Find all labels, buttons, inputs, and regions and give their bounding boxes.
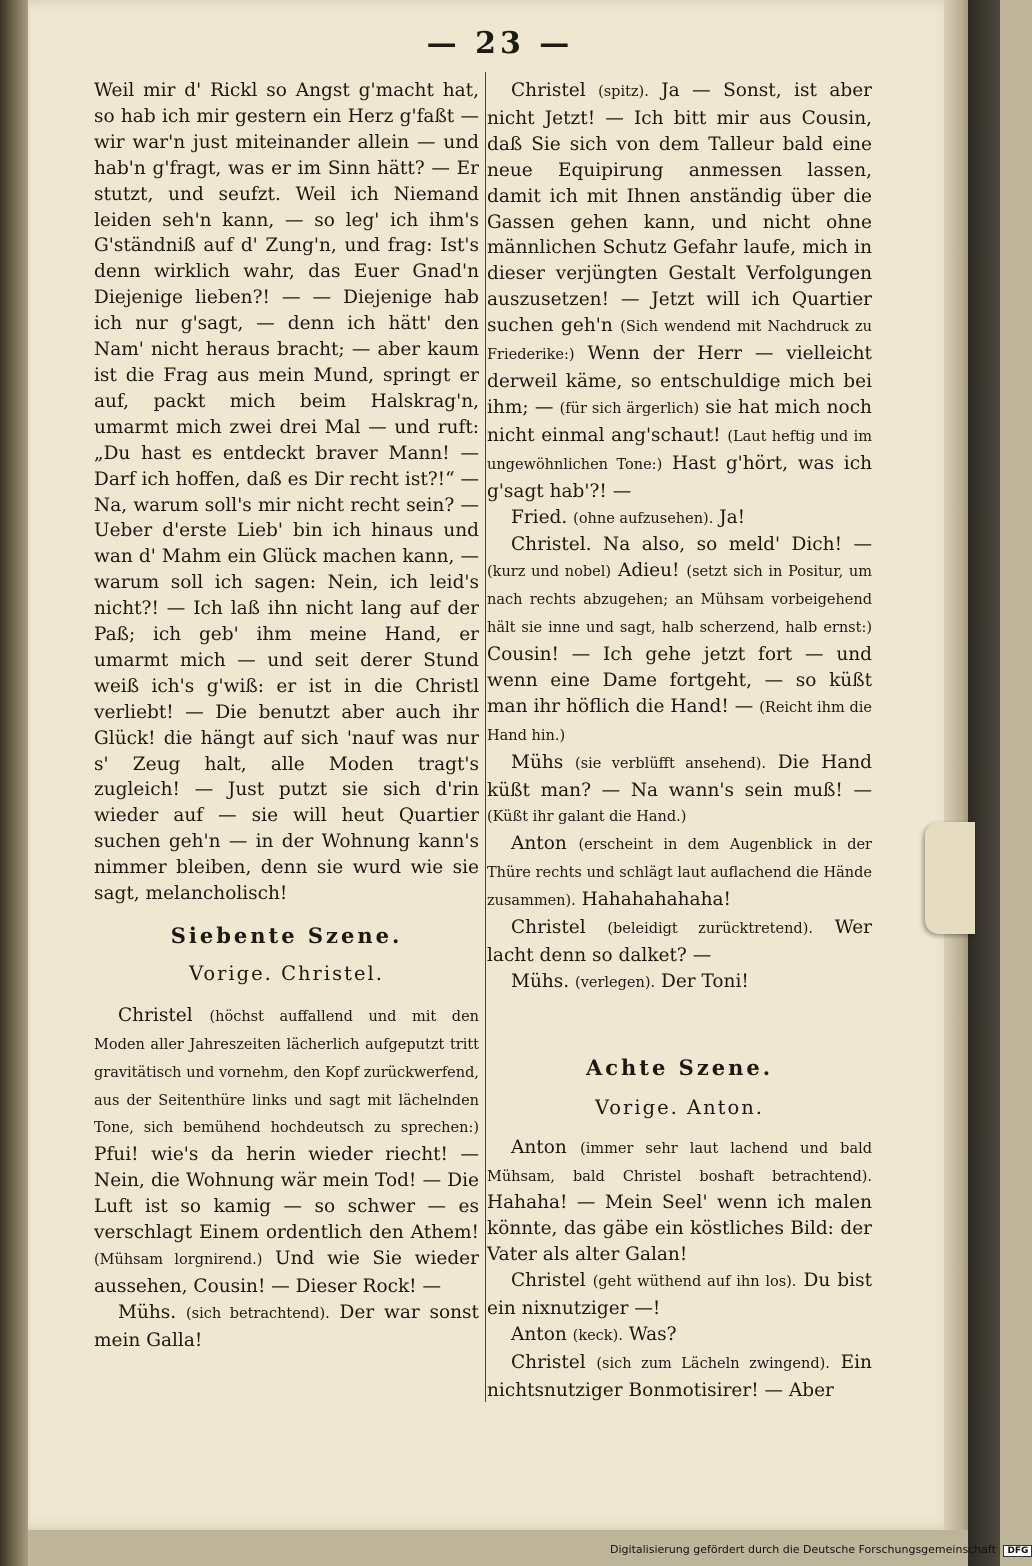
speech-muehs-3	[487, 969, 872, 997]
speech-muehs	[94, 1300, 479, 1354]
stage-direction: (Laut heftig und im ungewöhnlichen Tone:)	[487, 428, 872, 473]
speech-text: Adieu!	[618, 560, 680, 582]
credit-text: Digitalisierung gefördert durch die Deutsche Forschungsgemeinschaft	[610, 1543, 996, 1556]
speaker-name: Christel	[511, 1351, 586, 1373]
speaker-name: Christel.	[511, 534, 592, 556]
speech-text: Der Toni!	[661, 970, 749, 992]
speech-text: Und wie Sie wieder aussehen, Cousin! — Dieser Rock! —	[94, 1247, 479, 1297]
speech-text: Ein nichtsnutziger Bonmotisirer! — Aber	[487, 1351, 872, 1401]
speech-text: Ja — Sonst, ist aber nicht Jetzt! — Ich bitt mir aus Cousin, daß Sie sich von dem Talleur bald eine neue Equipirung anmessen lassen, damit ich mit Ihnen anständig über die Gassen gehen kann, und nicht ohne männlichen Schutz Gefahr laufe, mich in dieser verjüngten Gestalt Verfolgungen auszusetzen! — Jetzt will ich Quartier suchen geh'n	[487, 80, 872, 337]
stage-direction: (beleidigt zurücktretend).	[607, 921, 813, 938]
speaker-name: Christel	[511, 80, 586, 101]
speech-christel-1	[487, 78, 872, 505]
left-column	[94, 78, 479, 1354]
speech-muehs-2	[487, 750, 872, 832]
stage-direction: (Küßt ihr galant die Hand.)	[487, 809, 687, 826]
column-rule	[485, 72, 486, 1402]
speaker-name: Mühs.	[118, 1301, 177, 1323]
speech-christel-2	[487, 532, 872, 749]
stage-direction: (sich zum Lächeln zwingend).	[596, 1355, 830, 1372]
book-cover-edge	[968, 0, 1000, 1566]
speech-text: sie hat mich noch nicht einmal ang'schaut!	[487, 396, 872, 446]
stage-direction: (erscheint in dem Augenblick in der Thüre rechts und schlägt laut auflachend die Hände zusammen).	[487, 837, 872, 910]
speaker-name: Anton	[511, 1323, 567, 1345]
speech-text: Was?	[628, 1323, 677, 1345]
speech-anton-3	[487, 1322, 872, 1350]
speaker-name: Anton	[511, 1136, 567, 1158]
speaker-name: Christel	[511, 1270, 586, 1292]
speech-text: Hahahahahaha!	[581, 889, 731, 911]
speech-christel-4	[487, 1268, 872, 1322]
speech-christel-3	[487, 915, 872, 969]
scene-cast-7: Vorige. Christel.	[189, 961, 384, 985]
speech-text: Pfui! wie's da herin wieder riecht! — Nein, die Wohnung wär mein Tod! — Die Luft ist so kamig — so schwer — es verschlagt Einem ordentlich den Athem!	[94, 1144, 479, 1244]
speech-christel-5	[487, 1350, 872, 1404]
speech-text: Ja!	[719, 506, 746, 528]
speech-text: Wenn der Herr — vielleicht derweil käme, so entschuldige mich bei ihm; —	[487, 343, 872, 418]
page-number: — 23 —	[426, 26, 574, 61]
digitization-credit	[610, 1543, 1029, 1557]
speech-text: Du bist ein nixnutziger —!	[487, 1270, 872, 1320]
speech-christel	[94, 1003, 479, 1300]
speaker-name: Mühs.	[511, 970, 570, 992]
stage-direction: (kurz und nobel)	[487, 564, 611, 581]
speech-friederike	[487, 505, 872, 533]
stage-direction: (sie verblüfft ansehend).	[574, 755, 767, 772]
speaker-name: Fried.	[511, 506, 568, 528]
stage-direction: (verlegen).	[575, 974, 656, 991]
right-column	[487, 78, 872, 1404]
stage-direction: (höchst auffallend und mit den Moden aller Jahreszeiten lächerlich aufgeputzt tritt gravitätisch und vornehm, den Kopf zurückwerfend, aus der Seitenthüre links und sagt mit lächelnden Tone, sich bemühend hochdeutsch zu sprechen:)	[94, 1008, 479, 1137]
speech-text: Hahaha! — Mein Seel' wenn ich malen könnte, das gäbe ein köstliches Bild: der Vater als alter Galan!	[487, 1192, 872, 1266]
speech-anton-2	[487, 1135, 872, 1269]
scene-cast-8: Vorige. Anton.	[595, 1095, 764, 1119]
stage-direction: (keck).	[572, 1327, 623, 1344]
scene-heading-8: Achte Szene.	[585, 1054, 774, 1080]
dfg-logo: DFG	[1003, 1545, 1032, 1557]
page-tab	[925, 822, 975, 934]
speaker-name: Christel	[118, 1004, 193, 1026]
scene-heading-7: Siebente Szene.	[170, 923, 403, 948]
speech-text: Cousin! — Ich gehe jetzt fort — und wenn eine Dame fortgeht, — so küßt man ihr höflich die Hand! —	[487, 644, 872, 717]
stage-direction: (setzt sich in Positur, um nach rechts abzugehen; an Mühsam vorbeigehend hält sie inne und sagt, halb scherzend, halb ernst:)	[487, 564, 872, 637]
stage-direction: (immer sehr laut lachend und bald Mühsam, bald Christel boshaft betrachtend).	[487, 1140, 873, 1185]
stage-direction: (Sich wendend mit Nachdruck zu Friederike:)	[487, 319, 872, 364]
stage-direction: (sich betrachtend).	[185, 1305, 330, 1322]
speech-text: Na also, so meld' Dich! —	[603, 534, 872, 556]
speech-text: Der war sonst mein Galla!	[94, 1301, 479, 1351]
scan-edge-left	[0, 0, 28, 1566]
speech-text: Wer lacht denn so dalket? —	[487, 917, 873, 966]
stage-direction: (für sich ärgerlich)	[559, 400, 700, 417]
stage-direction: (ohne aufzusehen).	[573, 510, 714, 527]
stage-direction: (geht wüthend auf ihn los).	[592, 1274, 797, 1291]
speaker-name: Christel	[511, 917, 586, 939]
stage-direction: (spitz).	[598, 84, 649, 100]
speech-text: Hast g'hört, was ich g'sagt hab'?! —	[487, 452, 872, 502]
monologue-paragraph: Weil mir d' Rickl so Angst g'macht hat, so hab ich mir gestern ein Herz g'faßt — wir war'n just miteinander allein — und hab'n g'fragt, was er im Sinn hätt? — Er stutzt, und seufzt. Weil ich Niemand leiden seh'n kann, — so leg' ich ihm's G'ständniß auf d' Zung'n, und frag: Ist's denn wirklich wahr, das Euer Gnad'n Diejenige lieben?! — — Diejenige hab ich nur g'sagt, — denn ich hätt' den Nam' nicht heraus bracht; — aber kaum ist die Frag aus mein Mund, springt er auf, packt mich beim Halskrag'n, umarmt mich zwei drei Mal — und ruft: „Du hast es entdeckt braver Mann! — Darf ich hoffen, daß es Dir recht ist?!“ — Na, warum soll's mir nicht recht sein? — Ueber d'erste Lieb' bin ich hinaus und wan d' Mahm ein Glück machen kann, — warum soll ich sagen: Nein, ich leid's nicht?! — Ich laß ihn nicht lang auf der Paß; ich geb' ihm meine Hand, er umarmt mich — und seit derer Stund weiß ich's g'wiß: er ist in die Christl verliebt! — Die benutzt aber auch ihr Glück! die hängt auf sich 'nauf was nur s' Zeug halt, alle Moden tragt's zugleich! — Just putzt sie sich d'rin wieder auf — sie will heut Quartier suchen geh'n — in der Wohnung kann's nimmer bleiben, denn sie wurd wie sie sagt, melancholisch!	[94, 80, 479, 905]
speaker-name: Mühs	[511, 751, 564, 773]
stage-direction: (Mühsam lorgnirend.)	[94, 1251, 263, 1268]
speaker-name: Anton	[511, 833, 567, 855]
speech-anton-1	[487, 831, 872, 915]
stage-direction: (Reicht ihm die Hand hin.)	[487, 699, 872, 744]
speech-text: Die Hand küßt man? — Na wann's sein muß! —	[487, 751, 873, 801]
